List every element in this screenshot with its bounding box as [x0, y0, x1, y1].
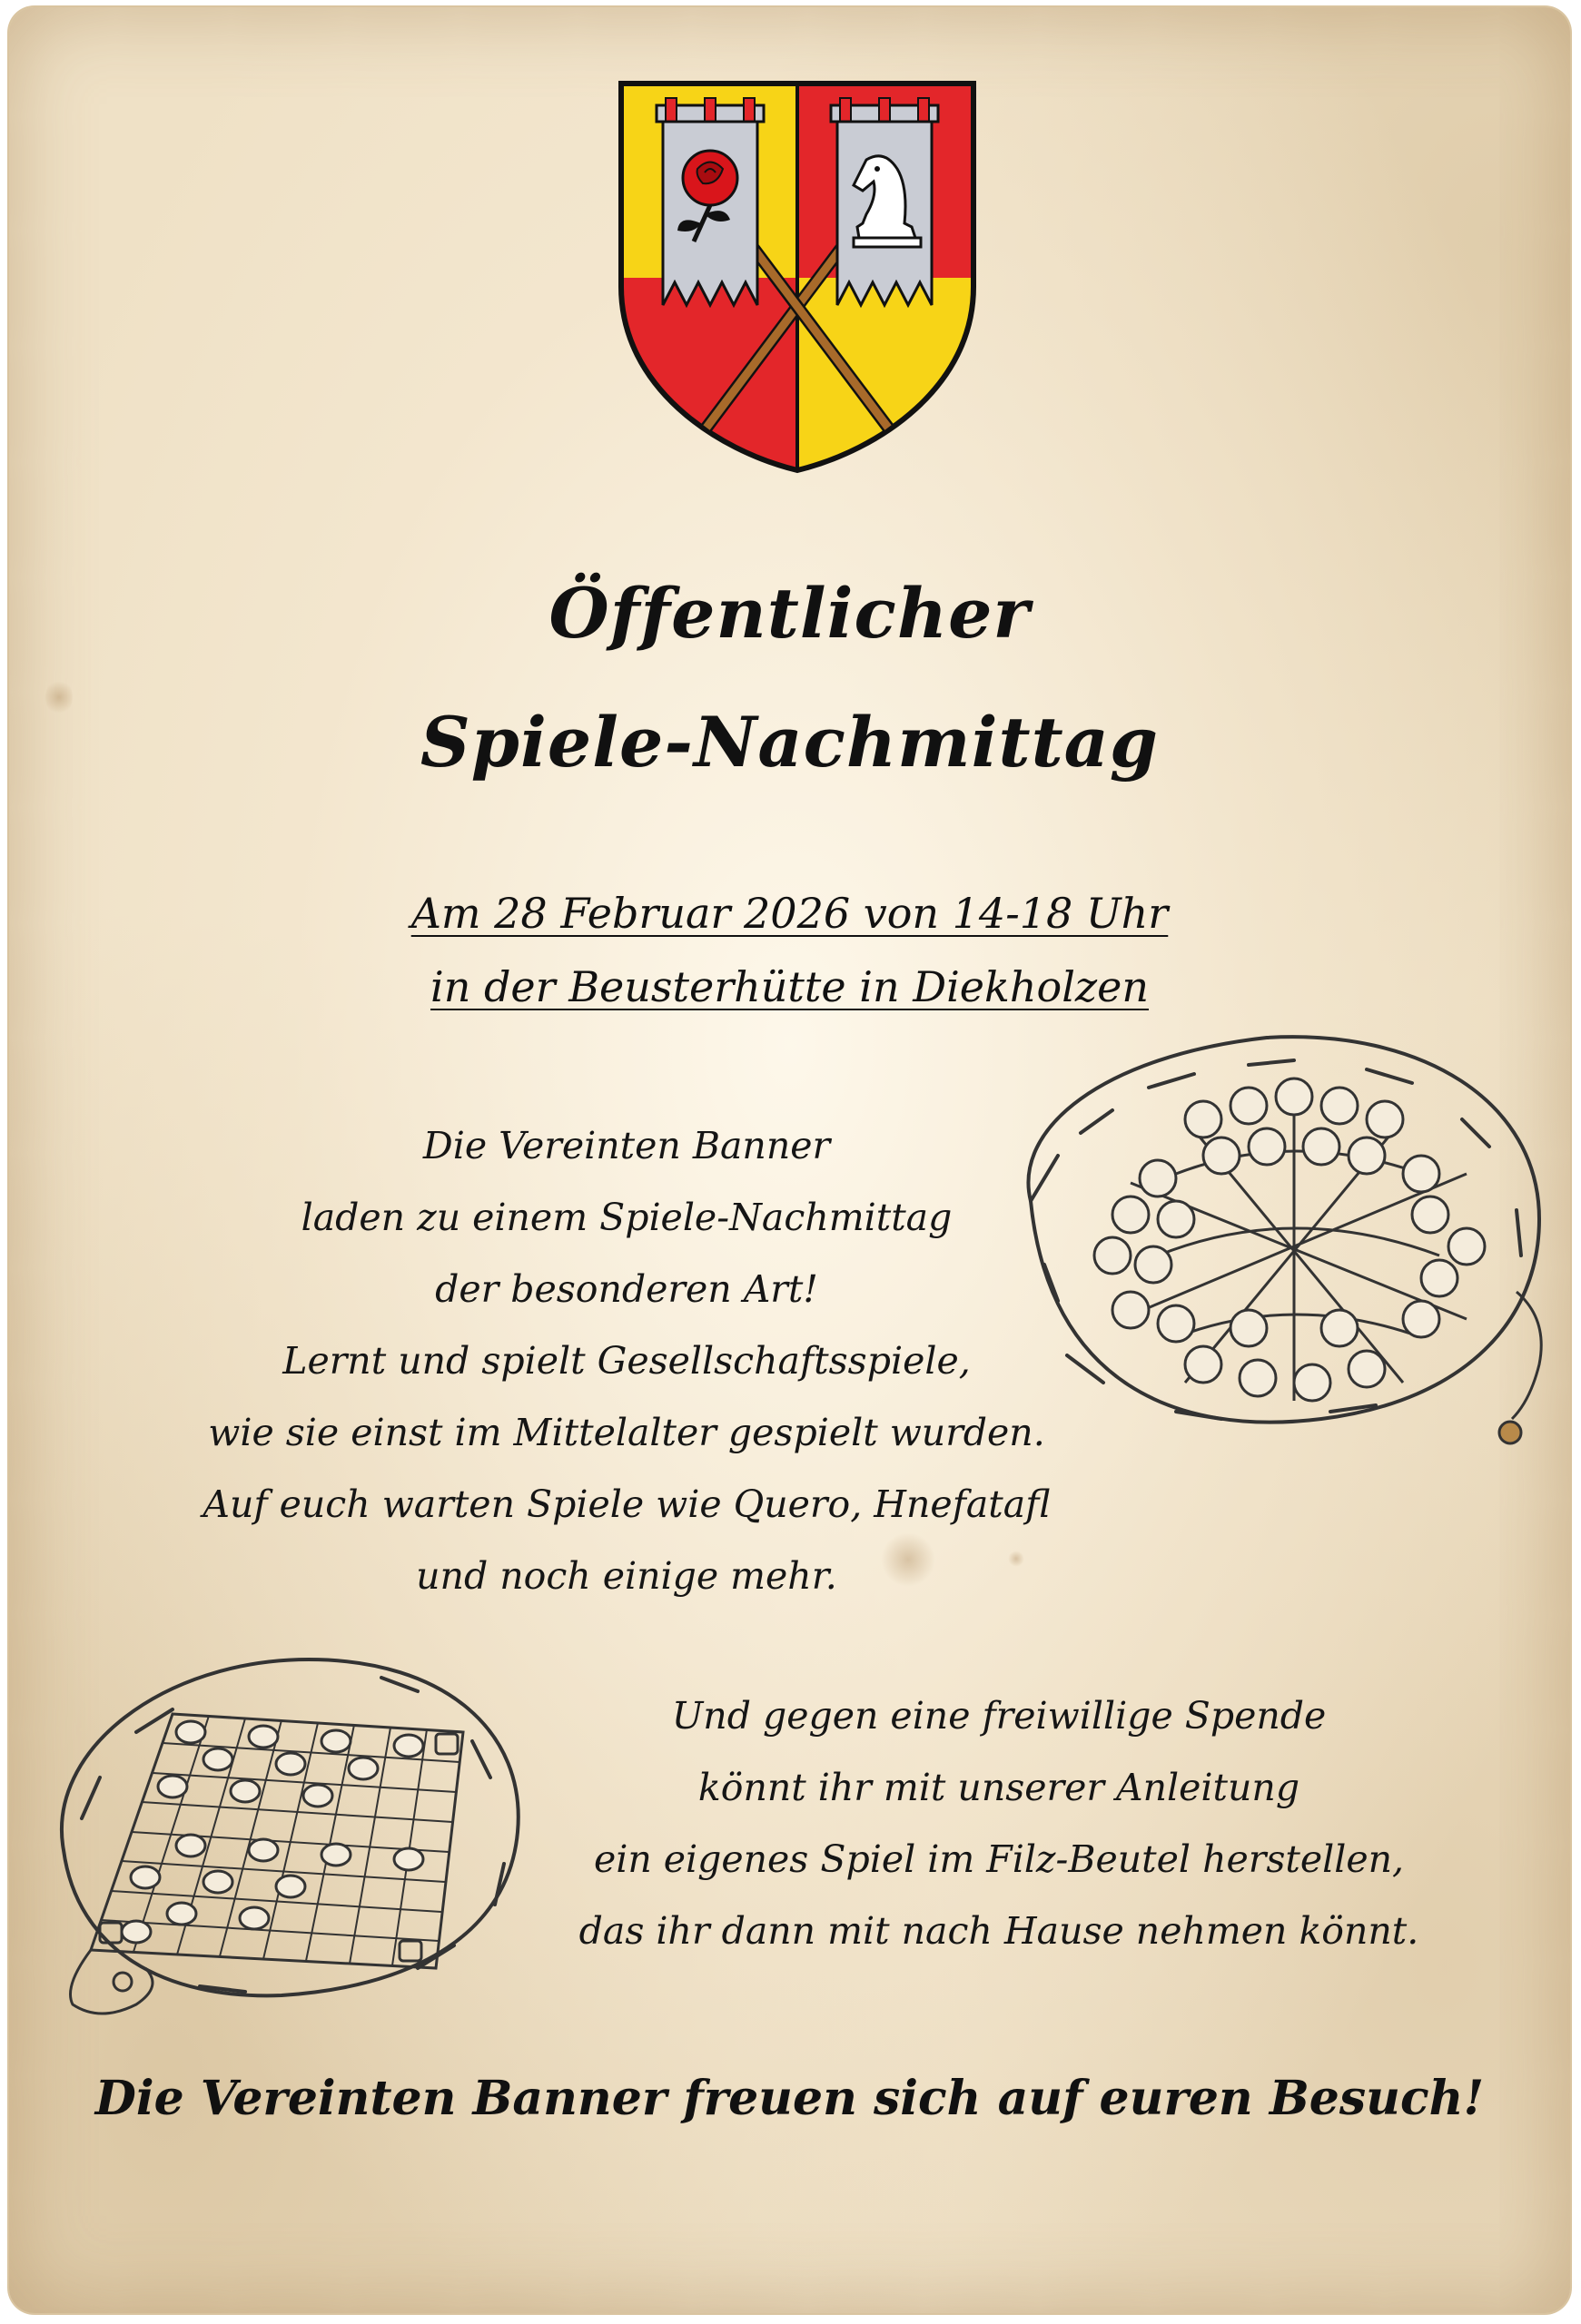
offer-line: ein eigenes Spiel im Filz-Beutel herstellen,: [593, 1837, 1405, 1881]
closing-line: Die Vereinten Banner freuen sich auf euren Besuch!: [94, 2071, 1485, 2126]
parchment-flyer: [9, 7, 1570, 2313]
quero-board-sketch: [994, 1019, 1566, 1492]
intro-line: laden zu einem Spiele-Nachmittag: [301, 1196, 953, 1239]
intro-line: wie sie einst im Mittelalter gespielt wurden.: [208, 1411, 1045, 1454]
event-location: in der Beusterhütte in Diekholzen: [430, 962, 1150, 1011]
offer-line: könnt ihr mit unserer Anleitung: [697, 1766, 1300, 1809]
intro-line: Die Vereinten Banner: [422, 1124, 831, 1167]
offer-line: das ihr dann mit nach Hause nehmen könnt.: [578, 1909, 1419, 1953]
offer-line: Und gegen eine freiwillige Spende: [671, 1694, 1327, 1738]
event-date: Am 28 Februar 2026 von 14-18 Uhr: [410, 889, 1169, 938]
intro-line: der besonderen Art!: [435, 1267, 818, 1311]
intro-paragraph: [145, 1110, 1108, 1612]
checkers-board-sketch: [36, 1623, 545, 2041]
intro-line: und noch einige mehr.: [416, 1554, 837, 1598]
coat-of-arms-icon: [616, 78, 979, 478]
intro-line: Lernt und spielt Gesellschaftsspiele,: [282, 1339, 971, 1383]
title-line-1: Öffentlicher: [548, 573, 1031, 654]
offer-paragraph: [518, 1680, 1480, 1967]
title-line-2: Spiele-Nachmittag: [420, 702, 1160, 783]
intro-line: Auf euch warten Spiele wie Quero, Hnefatafl: [203, 1482, 1051, 1526]
